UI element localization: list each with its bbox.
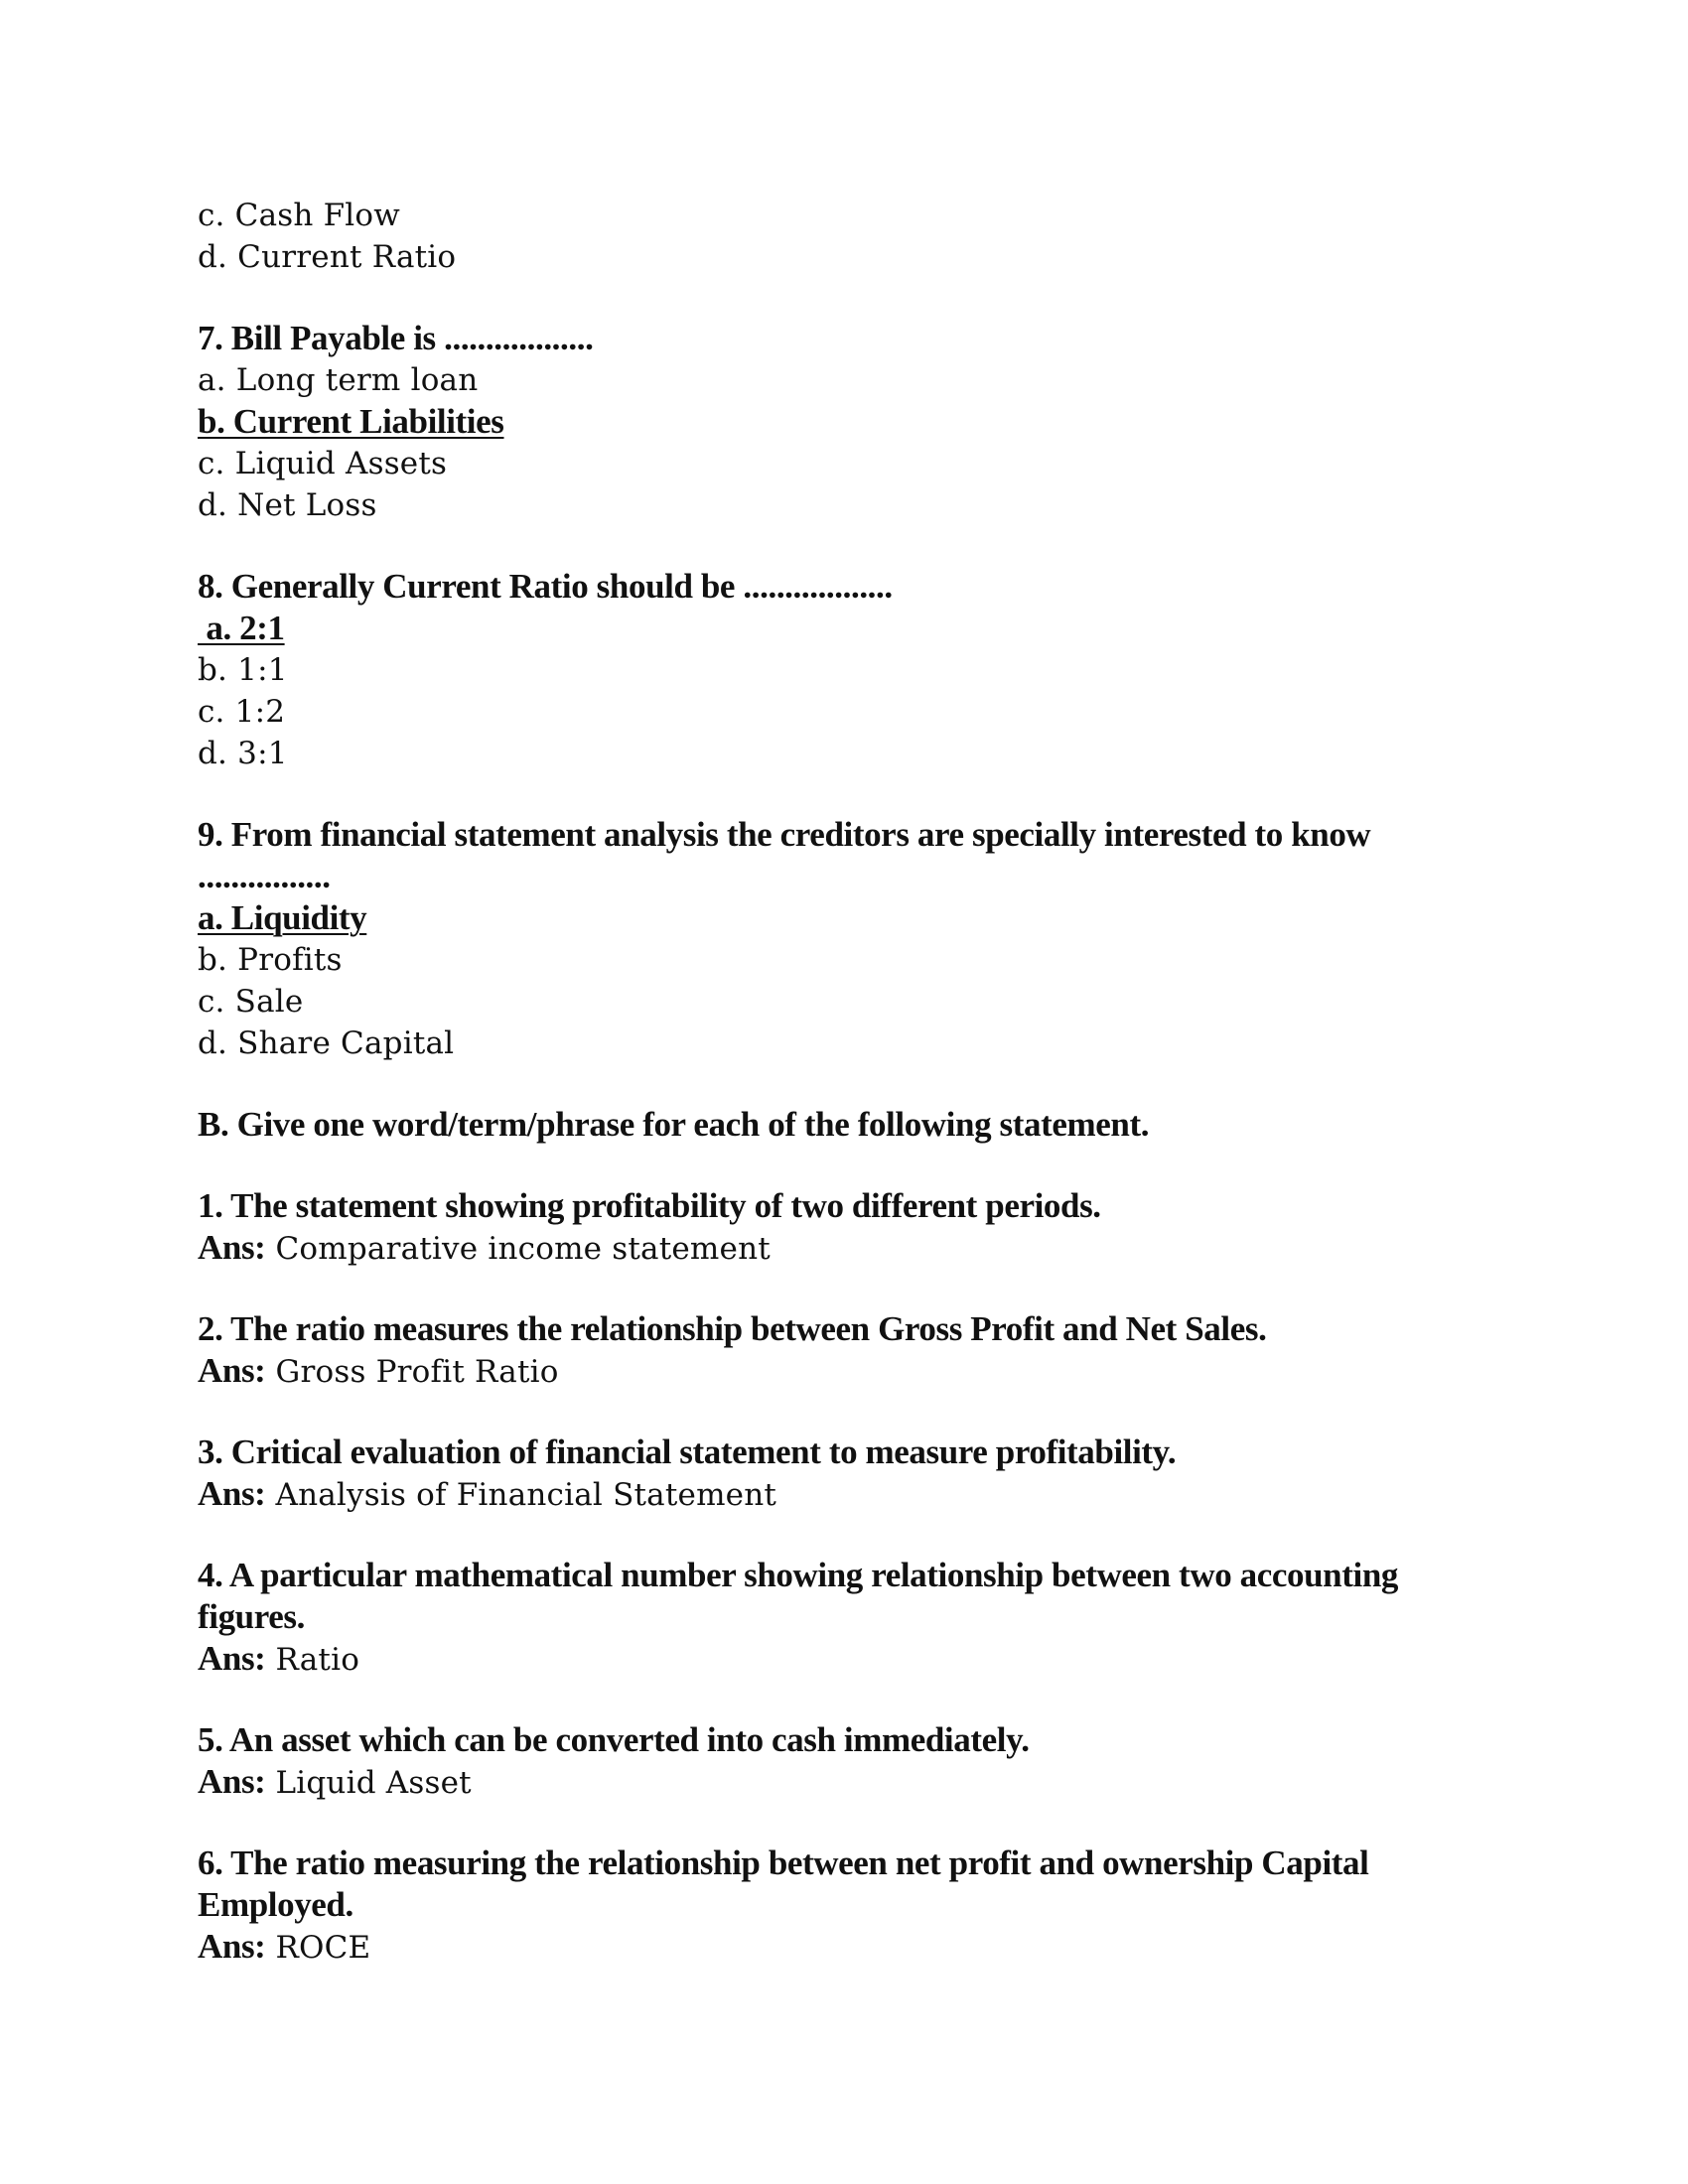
option-d: d. Net Loss bbox=[198, 487, 377, 523]
answer-text: Ratio bbox=[275, 1642, 360, 1678]
question-8 bbox=[198, 566, 1518, 774]
item-question: 1. The statement showing profitability of two different periods. bbox=[198, 1186, 1101, 1225]
item-answer bbox=[198, 1350, 1518, 1392]
question-7 bbox=[198, 318, 1518, 526]
correct-option bbox=[198, 608, 1518, 649]
option-b: b. Profits bbox=[198, 942, 343, 978]
answer-text: Liquid Asset bbox=[275, 1765, 472, 1801]
answer-text: ROCE bbox=[275, 1930, 371, 1966]
ans-label: Ans: bbox=[198, 1228, 266, 1267]
ans-label: Ans: bbox=[198, 1474, 266, 1513]
item-answer bbox=[198, 1926, 1518, 1968]
ans-label: Ans: bbox=[198, 1927, 266, 1966]
ans-label: Ans: bbox=[198, 1639, 266, 1678]
option-c: c. 1:2 bbox=[198, 694, 286, 730]
option-d: d. 3:1 bbox=[198, 736, 288, 771]
item-answer bbox=[198, 1227, 1518, 1269]
section-b-item-5 bbox=[198, 1719, 1518, 1803]
item-question: 6. The ratio measuring the relationship between net profit and ownership Capital Employed. bbox=[198, 1843, 1369, 1924]
option-c: c. Liquid Assets bbox=[198, 446, 448, 481]
section-b-item-2 bbox=[198, 1308, 1518, 1392]
correct-option bbox=[198, 401, 1518, 443]
correct-option bbox=[198, 897, 1518, 939]
section-b-item-6 bbox=[198, 1843, 1518, 1968]
ans-label: Ans: bbox=[198, 1351, 266, 1390]
answer-text: Comparative income statement bbox=[275, 1231, 771, 1267]
option-a: a. Long term loan bbox=[198, 362, 479, 398]
question-text: 9. From financial statement analysis the creditors are specially interested to know ................ bbox=[198, 815, 1371, 895]
section-b-item-4 bbox=[198, 1555, 1518, 1680]
option-d: d. Share Capital bbox=[198, 1025, 455, 1061]
option-c: c. Cash Flow bbox=[198, 198, 401, 233]
item-question: 5. An asset which can be converted into cash immediately. bbox=[198, 1720, 1030, 1759]
section-b-item-1 bbox=[198, 1185, 1518, 1269]
option-a: a. 2:1 bbox=[198, 609, 285, 647]
item-answer bbox=[198, 1473, 1518, 1515]
question-9 bbox=[198, 814, 1518, 1064]
section-b-heading: B. Give one word/term/phrase for each of the following statement. bbox=[198, 1105, 1150, 1144]
item-answer bbox=[198, 1761, 1518, 1803]
option-a: a. Liquidity bbox=[198, 898, 367, 937]
option-b: b. 1:1 bbox=[198, 652, 288, 688]
section-b-item-3 bbox=[198, 1432, 1518, 1515]
ans-label: Ans: bbox=[198, 1762, 266, 1801]
question-text: 7. Bill Payable is .................. bbox=[198, 319, 594, 357]
item-question: 2. The ratio measures the relationship between Gross Profit and Net Sales. bbox=[198, 1309, 1267, 1348]
item-question: 3. Critical evaluation of financial statement to measure profitability. bbox=[198, 1433, 1177, 1471]
option-b: b. Current Liabilities bbox=[198, 402, 504, 441]
option-d: d. Current Ratio bbox=[198, 239, 457, 275]
document-page bbox=[198, 195, 1518, 1968]
option-c: c. Sale bbox=[198, 984, 304, 1020]
item-question: 4. A particular mathematical number showing relationship between two accounting figures. bbox=[198, 1556, 1398, 1636]
mcq-continued bbox=[198, 195, 1518, 278]
question-text: 8. Generally Current Ratio should be .................. bbox=[198, 567, 893, 606]
item-answer bbox=[198, 1638, 1518, 1680]
answer-text: Analysis of Financial Statement bbox=[275, 1477, 777, 1513]
answer-text: Gross Profit Ratio bbox=[275, 1354, 559, 1390]
